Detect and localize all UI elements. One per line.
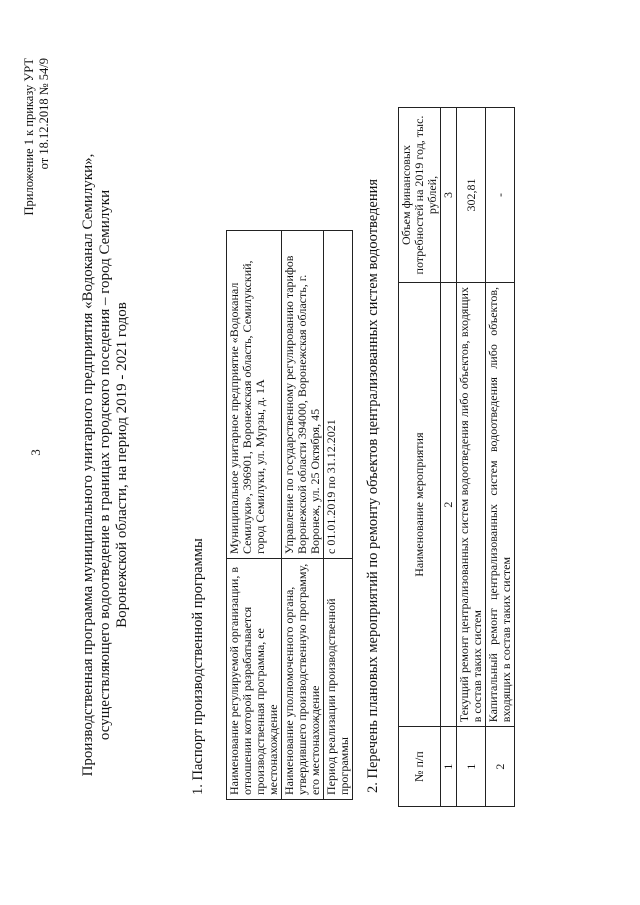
row-num: 2 [486,727,515,807]
row-value: 302,81 [457,108,486,283]
index-cell: 2 [441,283,457,727]
appendix-reference [22,58,52,216]
passport-value: Муниципальное унитарное предприятие «Водоканал Семилуки», 396901, Воронежская область, Семилукский, город Семилуки, ул. Мурзы, д. 1А [227,231,282,559]
passport-value: с 01.01.2019 по 31.12.2021 [324,231,353,559]
table-row [324,231,353,800]
passport-table [226,230,353,800]
title-line-3: Воронежской области, на период 2019 - 2021 годов [114,302,130,628]
table-header-row [399,108,441,807]
passport-label: Наименование уполномоченного органа, утвердившего производственную программу, его местонахождение [282,559,324,800]
index-cell: 3 [441,108,457,283]
table-row [457,108,486,807]
passport-label: Период реализации производственной программы [324,559,353,800]
title-line-2: осуществляющего водоотведение в границах городского поседения – город Семилуки [97,189,113,741]
header-value: Объем финансовых потребностей на 2019 год, тыс. рублей, [399,108,441,283]
page-number: 3 [28,449,43,456]
header-name: Наименование мероприятия [399,283,441,727]
passport-label: Наименование регулируемой организации, в отношении которой разрабатывается производственная программа, ее местонахождение [227,559,282,800]
row-num: 1 [457,727,486,807]
document-title [80,145,131,785]
appendix-line-1: Приложение 1 к приказу УРТ [22,58,36,216]
section-2-title: 2. Перечень плановых мероприятий по ремонту объектов централизованных систем водоотведения [365,178,381,793]
title-line-1: Производственная программа муниципального унитарного предприятия «Водоканал Семилуки», [80,153,96,777]
table-row [486,108,515,807]
appendix-line-2: от 18.12.2018 № 54/9 [37,58,51,170]
row-name: Капитальный ремонт централизованных систем водоотведения либо объектов, входящих в состав таких систем [486,283,515,727]
passport-value: Управление по государственному регулированию тарифов Воронежской области 394000, Воронежская область, г. Воронеж, ул. 25 Октября, 45 [282,231,324,559]
row-value: - [486,108,515,283]
repair-plan-table [398,107,515,807]
table-row [227,231,282,800]
table-index-row [441,108,457,807]
row-name: Текущий ремонт централизованных систем водоотведения либо объектов, входящих в состав таких систем [457,283,486,727]
header-num: № п/п [399,727,441,807]
section-1-title: 1. Паспорт производственной программы [190,538,206,795]
index-cell: 1 [441,727,457,807]
table-row [282,231,324,800]
